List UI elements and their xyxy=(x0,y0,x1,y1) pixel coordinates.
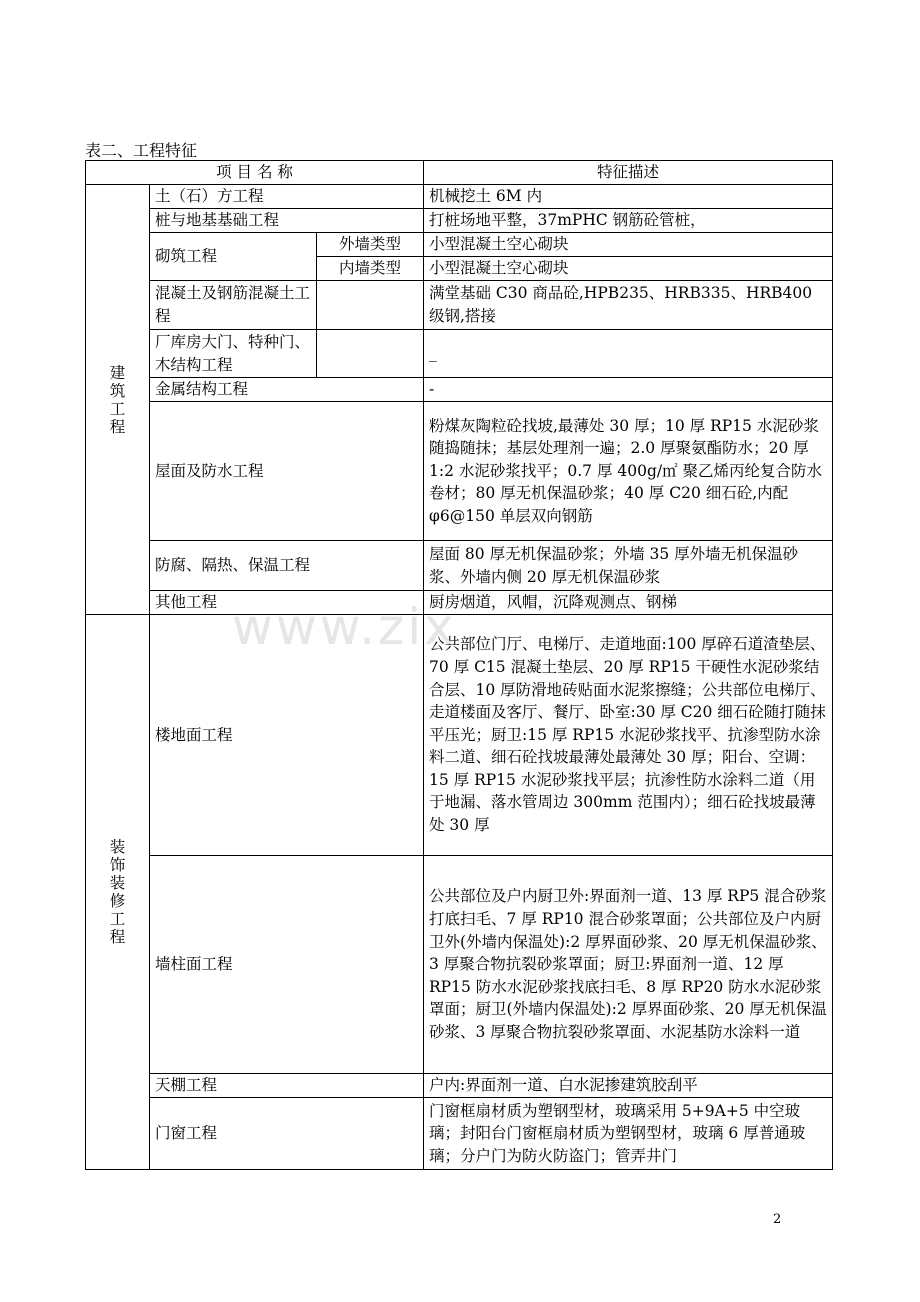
item-name: 天棚工程 xyxy=(150,1074,424,1098)
item-name: 门窗工程 xyxy=(150,1098,424,1170)
item-desc: 小型混凝土空心砌块 xyxy=(424,257,833,281)
table-row xyxy=(86,402,833,541)
table-row xyxy=(86,209,833,233)
item-sub-type xyxy=(317,281,424,330)
item-desc: 打桩场地平整，37mPHC 钢筋砼管桩， xyxy=(424,209,833,233)
item-desc: 户内:界面剂一道、白水泥掺建筑胶刮平 xyxy=(424,1074,833,1098)
item-name: 厂库房大门、特种门、木结构工程 xyxy=(150,330,317,378)
item-name: 桩与地基基础工程 xyxy=(150,209,424,233)
item-name: 混凝土及钢筋混凝土工程 xyxy=(150,281,317,330)
item-name: 砌筑工程 xyxy=(150,233,317,281)
item-desc: 小型混凝土空心砌块 xyxy=(424,233,833,257)
item-desc: 机械挖土 6M 内 xyxy=(424,185,833,209)
item-desc: 粉煤灰陶粒砼找坡,最薄处 30 厚；10 厚 RP15 水泥砂浆随捣随抹；基层处理剂一遍；2.0 厚聚氨酯防水；20 厚 1:2 水泥砂浆找平；0.7 厚 400g/㎡ 聚乙烯丙纶复合防水卷材；80 厚无机保温砂浆；40 厚 C20 细石砼,内配φ6@150 单层双向钢筋 xyxy=(424,402,833,541)
table-header-row xyxy=(86,161,833,185)
item-desc: _ xyxy=(424,330,833,378)
engineering-feature-table xyxy=(85,160,833,1170)
item-desc: 公共部位门厅、电梯厅、走道地面:100 厚碎石道渣垫层、70 厚 C15 混凝土垫层、20 厚 RP15 干硬性水泥砂浆结合层、10 厚防滑地砖贴面水泥浆擦缝；公共部位电梯厅、走道楼面及客厅、餐厅、卧室:30 厚 C20 细石砼随打随抹平压光；厨卫:15 厚 RP15 水泥砂浆找平、抗渗型防水涂料二道、细石砼找坡最薄处最薄处 30 厚；阳台、空调：15 厚 RP15 水泥砂浆找平层；抗渗性防水涂料二道（用于地漏、落水管周边 300mm 范围内）；细石砼找坡最薄处 30 厚 xyxy=(424,615,833,856)
table-row xyxy=(86,281,833,330)
header-feature: 特征描述 xyxy=(424,161,833,185)
item-name: 墙柱面工程 xyxy=(150,856,424,1074)
section-label-decoration: 装饰装修工程 xyxy=(86,615,150,1170)
item-name: 屋面及防水工程 xyxy=(150,402,424,541)
watermark: www.zix xyxy=(232,598,457,656)
table-row xyxy=(86,185,833,209)
table-row xyxy=(86,591,833,615)
table-row xyxy=(86,330,833,378)
item-desc: 门窗框扇材质为塑钢型材，玻璃采用 5+9A+5 中空玻璃；封阳台门窗框扇材质为塑钢型材，玻璃 6 厚普通玻璃；分户门为防火防盗门；管弄井门 xyxy=(424,1098,833,1170)
item-name: 土（石）方工程 xyxy=(150,185,424,209)
item-name: 其他工程 xyxy=(150,591,424,615)
table-caption: 表二、工程特征 xyxy=(85,141,198,160)
item-sub-type: 内墙类型 xyxy=(317,257,424,281)
item-sub-type xyxy=(317,330,424,378)
table-row xyxy=(86,615,833,856)
item-desc: 公共部位及户内厨卫外:界面剂一道、13 厚 RP5 混合砂浆打底扫毛、7 厚 RP10 混合砂浆罩面；公共部位及户内厨卫外(外墙内保温处):2 厚界面砂浆、20 厚无机保温砂浆、3 厚聚合物抗裂砂浆罩面；厨卫:界面剂一道、12 厚 RP15 防水水泥砂浆找底扫毛、8 厚 RP20 防水水泥砂浆罩面；厨卫(外墙内保温处):2 厚界面砂浆、20 厚无机保温砂浆、3 厚聚合物抗裂砂浆罩面、水泥基防水涂料一道 xyxy=(424,856,833,1074)
item-sub-type: 外墙类型 xyxy=(317,233,424,257)
table-row xyxy=(86,378,833,402)
header-item-name: 项 目 名 称 xyxy=(86,161,424,185)
table-row xyxy=(86,1098,833,1170)
section-label-building: 建筑工程 xyxy=(86,185,150,615)
item-desc: - xyxy=(424,378,833,402)
item-name: 金属结构工程 xyxy=(150,378,424,402)
table-row xyxy=(86,1074,833,1098)
table-row xyxy=(86,233,833,257)
table-row xyxy=(86,541,833,591)
item-name: 楼地面工程 xyxy=(150,615,424,856)
item-desc: 厨房烟道，风帽，沉降观测点、钢梯 xyxy=(424,591,833,615)
page-number: 2 xyxy=(773,1212,782,1227)
table-row xyxy=(86,856,833,1074)
item-desc: 满堂基础 C30 商品砼,HPB235、HRB335、HRB400 级钢,搭接 xyxy=(424,281,833,330)
item-name: 防腐、隔热、保温工程 xyxy=(150,541,424,591)
item-desc: 屋面 80 厚无机保温砂浆；外墙 35 厚外墙无机保温砂浆、外墙内侧 20 厚无机保温砂浆 xyxy=(424,541,833,591)
